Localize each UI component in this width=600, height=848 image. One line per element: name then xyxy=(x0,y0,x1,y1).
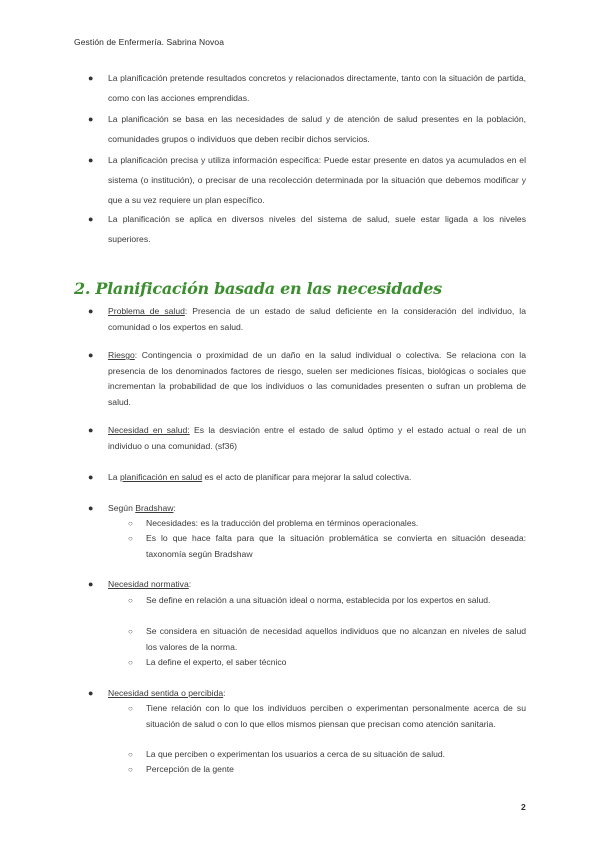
bullet-text: La planificación se basa en las necesidades de salud y de atención de salud presentes en la población, comunidades grupos o individuos que deben recibir dichos servicios. xyxy=(108,114,526,144)
bullet-icon: ● xyxy=(88,579,94,589)
circle-bullet-icon: ○ xyxy=(128,658,133,667)
sub-item-text: Percepción de la gente xyxy=(146,764,234,774)
intro-bullet-1 xyxy=(88,68,526,108)
text-post: : xyxy=(223,688,226,698)
bullet-icon: ● xyxy=(88,472,94,482)
bullet-icon: ● xyxy=(88,425,94,435)
sub-item-text: Se considera en situación de necesidad aquellos individuos que no alcanzan en niveles de salud los valores de la norma. xyxy=(146,626,526,652)
bullet-icon: ● xyxy=(88,73,94,83)
term-planificacion-salud: planificación en salud xyxy=(119,472,203,482)
sub-item-text: Tiene relación con lo que los individuos perciben o experimentan personalmente acerca de su situación de salud o con lo que ellos mismos piensan que precisan como atención sanitaria. xyxy=(146,703,526,729)
sub-item-sentida-1 xyxy=(128,701,526,732)
definition-text: Es la desviación entre el estado de salud óptimo y el estado actual o real de un individuo o una comunidad. (sf36) xyxy=(108,425,527,451)
page-header: Gestión de Enfermería. Sabrina Novoa xyxy=(74,37,225,47)
bullet-necesidad-salud xyxy=(88,423,527,454)
bullet-bradshaw xyxy=(88,501,526,517)
term-problema-salud: Problema de salud xyxy=(108,306,185,316)
sub-item-sentida-2 xyxy=(128,747,526,763)
text-post: : xyxy=(188,579,192,589)
circle-bullet-icon: ○ xyxy=(128,596,133,605)
bullet-icon: ● xyxy=(88,114,94,124)
intro-bullet-4 xyxy=(88,209,526,249)
circle-bullet-icon: ○ xyxy=(128,627,133,636)
definition-text: : Presencia de un estado de salud deficiente en la consideración del individuo, la comunidad o los expertos en salud. xyxy=(108,306,526,332)
circle-bullet-icon: ○ xyxy=(128,765,133,774)
sub-item-bradshaw-2 xyxy=(128,531,526,562)
sub-item-text: La que perciben o experimentan los usuarios a cerca de su situación de salud. xyxy=(146,749,446,759)
term-bradshaw: Bradshaw xyxy=(135,503,174,513)
bullet-text: La planificación pretende resultados concretos y relacionados directamente, tanto con la situación de partida, como con las acciones emprendidas. xyxy=(108,73,526,103)
bullet-icon: ● xyxy=(88,214,94,224)
sub-item-text: Necesidades: es la traducción del problema en términos operacionales. xyxy=(146,518,419,528)
bullet-planificacion-salud xyxy=(88,470,526,486)
text-pre: Según xyxy=(108,503,136,513)
bullet-icon: ● xyxy=(88,306,94,316)
circle-bullet-icon: ○ xyxy=(128,519,133,528)
sub-item-text: La define el experto, el saber técnico xyxy=(146,657,287,667)
sub-item-text: Se define en relación a una situación ideal o norma, establecida por los expertos en salud. xyxy=(146,595,491,605)
bullet-icon: ● xyxy=(88,503,94,513)
bullet-necesidad-normativa xyxy=(88,577,526,593)
bullet-problema-salud xyxy=(88,304,526,335)
sub-item-bradshaw-1 xyxy=(128,516,526,532)
sub-item-normativa-1 xyxy=(128,593,526,609)
definition-text: : Contingencia o proximidad de un daño en la salud individual o colectiva. Se relaciona con la presencia de los denominados factores de riesgo, suelen ser mediciones físicas, biológicas o sociales que incrementan la probabilidad de que los individuos o las comunidades presenten o sufran un problema de salud. xyxy=(108,350,526,407)
text-post: : xyxy=(173,503,176,513)
bullet-necesidad-sentida xyxy=(88,686,526,702)
sub-item-text: Es lo que hace falta para que la situación problemática se convierta en situación deseada: taxonomía según Bradshaw xyxy=(146,533,526,559)
bullet-text: La planificación precisa y utiliza información específica: Puede estar presente en datos ya acumulados en el sistema (o institución), o precisar de una recolección determinada por la situación que debemos modificar y que a su vez requiere un plan específico. xyxy=(108,155,526,205)
term-necesidad-sentida: Necesidad sentida o percibida xyxy=(108,688,224,698)
bullet-text: La planificación se aplica en diversos niveles del sistema de salud, suele estar ligada a los niveles superiores. xyxy=(108,214,526,244)
bullet-icon: ● xyxy=(88,155,94,165)
term-necesidad-salud: Necesidad en salud: xyxy=(108,425,190,435)
sub-item-normativa-2 xyxy=(128,624,526,655)
bullet-icon: ● xyxy=(88,688,94,698)
bullet-icon: ● xyxy=(88,350,94,360)
page-number: 2 xyxy=(521,802,526,812)
definition-text: es el acto de planificar para mejorar la salud colectiva. xyxy=(202,472,412,482)
text-pre: La xyxy=(108,472,120,482)
bullet-riesgo xyxy=(88,348,526,410)
circle-bullet-icon: ○ xyxy=(128,750,133,759)
intro-bullet-2 xyxy=(88,109,526,149)
circle-bullet-icon: ○ xyxy=(128,704,133,713)
sub-item-sentida-3 xyxy=(128,762,526,778)
intro-bullet-3 xyxy=(88,150,526,210)
sub-item-normativa-3 xyxy=(128,655,526,671)
circle-bullet-icon: ○ xyxy=(128,534,133,543)
section-heading: 2. Planificación basada en las necesidades xyxy=(74,279,442,298)
term-necesidad-normativa: Necesidad normativa xyxy=(108,579,189,589)
term-riesgo: Riesgo xyxy=(108,350,135,360)
